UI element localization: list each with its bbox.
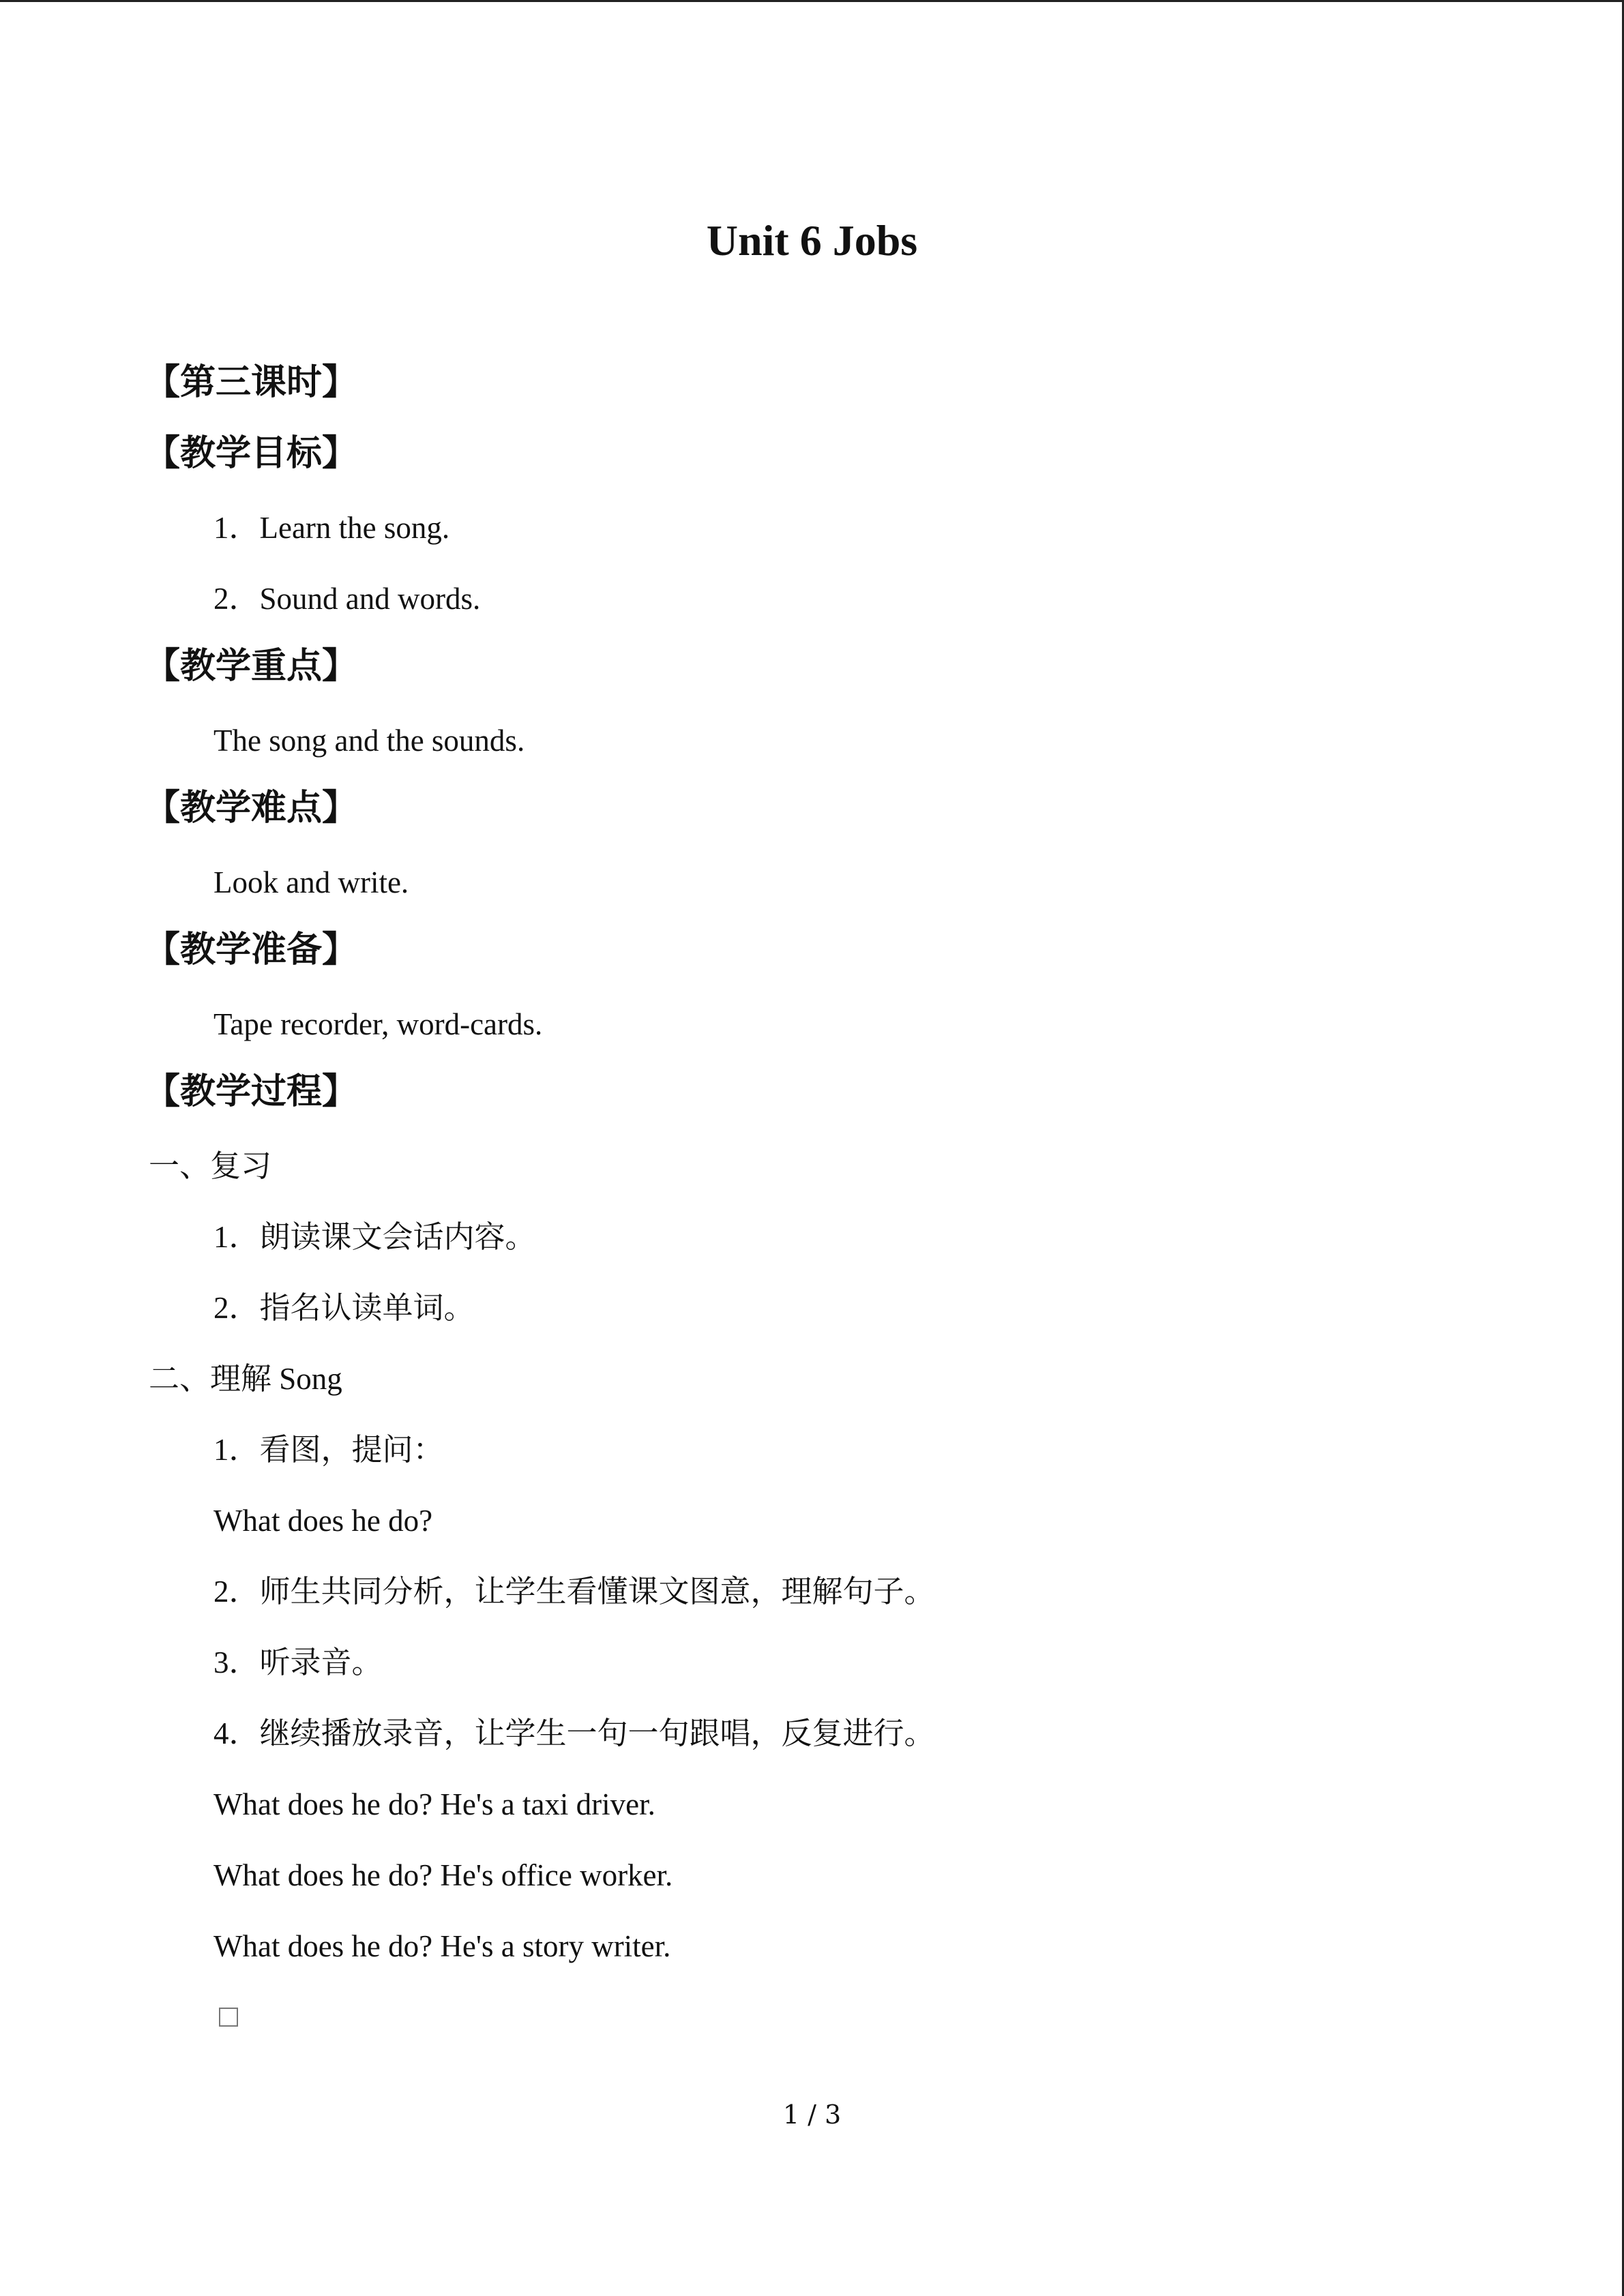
placeholder-box-icon (219, 2008, 238, 2027)
song-item: 1．看图，提问： (213, 1433, 444, 1467)
song-item: 3．听录音。 (213, 1645, 383, 1680)
review-item: 1．朗读课文会话内容。 (213, 1220, 536, 1254)
difficulties-heading: 【教学难点】 (145, 788, 358, 829)
preparation-heading: 【教学准备】 (145, 929, 358, 970)
objective-item: 1．Learn the song. (213, 511, 450, 545)
section-review-title: 一、复习 (149, 1149, 272, 1183)
preparation-text: Tape recorder, word-cards. (213, 1007, 543, 1041)
song-item: 2．师生共同分析，让学生看懂课文图意，理解句子。 (213, 1575, 935, 1609)
document-title: Unit 6 Jobs (706, 216, 918, 265)
review-item: 2．指名认读单词。 (213, 1291, 475, 1325)
page-indicator: 1 / 3 (782, 2100, 842, 2130)
song-lyric-line: What does he do? He's a story writer. (213, 1929, 671, 1963)
difficulties-text: Look and write. (213, 865, 409, 899)
objectives-heading: 【教学目标】 (145, 433, 358, 474)
key-points-heading: 【教学重点】 (145, 646, 358, 687)
section-song-title: 二、理解 Song (149, 1362, 342, 1396)
lesson-period-heading: 【第三课时】 (145, 362, 358, 403)
song-item: What does he do? (213, 1504, 433, 1538)
key-points-text: The song and the sounds. (213, 724, 525, 758)
song-item: 4．继续播放录音，让学生一句一句跟唱，反复进行。 (213, 1716, 935, 1750)
song-lyric-line: What does he do? He's a taxi driver. (213, 1787, 655, 1821)
song-lyric-line: What does he do? He's office worker. (213, 1858, 673, 1892)
process-heading: 【教学过程】 (145, 1071, 358, 1112)
objective-item: 2．Sound and words. (213, 582, 481, 616)
